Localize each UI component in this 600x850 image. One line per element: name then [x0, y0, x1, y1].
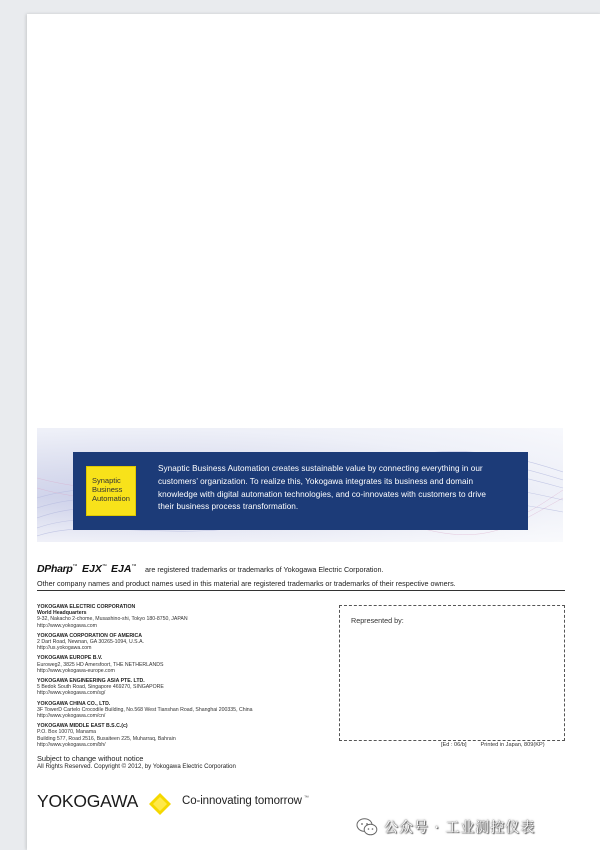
office-url: http://us.yokogawa.com [37, 645, 92, 652]
office-entry [37, 633, 337, 652]
eja-logo: EJA™ [111, 563, 137, 575]
office-entry [37, 678, 337, 697]
watermark-text: 公众号 · 工业测控仪表 [384, 820, 536, 836]
sba-message-line: knowledge with digital automation technologies, and co-innovates with customers to drive [158, 489, 486, 499]
office-entry [37, 604, 337, 629]
office-url: http://www.yokogawa.com/bh/ [37, 741, 106, 748]
office-entry [37, 701, 337, 720]
divider [37, 590, 565, 591]
other-trademarks-statement: Other company names and product names used in this material are registered trademarks or trademarks of their respective owners. [37, 579, 456, 588]
office-line: 3F TowerD Cartelo Crocodile Building, No.568 West Tianshan Road, Shanghai 200335, China [37, 706, 253, 713]
wechat-icon [356, 817, 378, 837]
office-name: YOKOGAWA MIDDLE EAST B.S.C.(c) [37, 723, 128, 730]
sba-message [158, 463, 520, 514]
office-url: http://www.yokogawa-europe.com [37, 667, 115, 674]
sba-message-line: customers’ organization. To realize this, Yokogawa integrates its business and domain [158, 476, 474, 486]
printed-in: Printed in Japan, 809(KP) [480, 742, 545, 748]
sba-logo-line: Automation [92, 494, 130, 503]
office-line: 9-32, Nakacho 2-chome, Musashino-shi, Tokyo 180-8750, JAPAN [37, 616, 188, 623]
ejx-logo-text: EJX [82, 563, 102, 575]
sba-banner [37, 428, 563, 542]
tagline-text: Co-innovating tomorrow [182, 795, 302, 807]
sba-message-line: Synaptic Business Automation creates sustainable value by connecting everything in our [158, 464, 483, 473]
trademark-statement: are registered trademarks or trademarks of Yokogawa Electric Corporation. [145, 565, 384, 574]
office-list [37, 604, 337, 752]
office-line: 5 Bedok South Road, Singapore 469270, SINGAPORE [37, 684, 164, 691]
edition-code: [Ed : 06/b] [441, 742, 467, 748]
office-entry [37, 655, 337, 674]
dpharp-logo: DPharp™ [37, 563, 78, 575]
represented-by-box [339, 605, 565, 741]
office-name: YOKOGAWA EUROPE B.V. [37, 655, 103, 662]
eja-logo-text: EJA [111, 563, 132, 575]
office-line: 2 Dart Road, Newnan, GA 30265-1094, U.S.A. [37, 639, 144, 646]
office-name: YOKOGAWA ENGINEERING ASIA PTE. LTD. [37, 678, 145, 685]
office-url: http://www.yokogawa.com/cn/ [37, 713, 106, 720]
office-line: Building 577, Road 2516, Busaiteen 225, Muharraq, Bahrain [37, 735, 176, 742]
office-name: YOKOGAWA CHINA CO., LTD. [37, 700, 111, 707]
diamond-icon [149, 793, 171, 815]
watermark [356, 816, 535, 838]
subject-to-change: Subject to change without notice [37, 754, 144, 763]
copyright: All Rights Reserved. Copyright © 2012, by Yokogawa Electric Corporation [37, 763, 236, 770]
yokogawa-wordmark: YOKOGAWA [37, 791, 139, 811]
office-line: P.O. Box 10070, Manama [37, 729, 97, 736]
edition-line [441, 742, 545, 748]
tagline [182, 795, 309, 807]
office-entry [37, 723, 337, 748]
document-page [27, 14, 600, 850]
ejx-logo: EJX™ [82, 563, 107, 575]
sba-logo [86, 466, 136, 516]
office-name: YOKOGAWA ELECTRIC CORPORATION [37, 604, 136, 610]
represented-by-label: Represented by: [351, 616, 404, 625]
trademark-row [37, 563, 577, 577]
office-line: Euroweg2, 3825 HD Amersfoort, THE NETHERLANDS [37, 661, 164, 668]
office-line: World Headquarters [37, 610, 87, 617]
dpharp-logo-text: DPharp [37, 563, 73, 575]
tagline-trademark: ™ [303, 795, 309, 802]
office-url: http://www.yokogawa.com [37, 622, 97, 629]
office-url: http://www.yokogawa.com/sg/ [37, 690, 106, 697]
sba-logo-line: Business [92, 485, 123, 494]
sba-message-box [73, 452, 528, 530]
office-name: YOKOGAWA CORPORATION OF AMERICA [37, 632, 142, 639]
sba-message-line: their business process transformation. [158, 502, 299, 512]
sba-logo-line: Synaptic [92, 476, 121, 485]
